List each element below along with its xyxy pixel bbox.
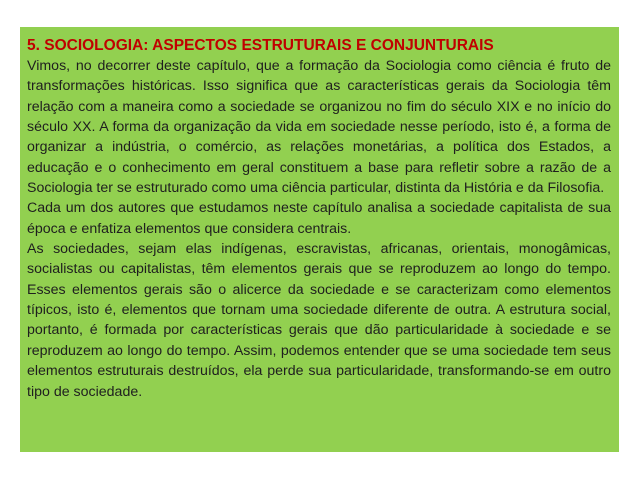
paragraph-3: As sociedades, sejam elas indígenas, escravistas, africanas, orientais, monogâmicas, socialistas ou capitalistas, têm elementos gerais que se reproduzem ao longo do tempo. Esses elementos gerais são o alicerce da sociedade e se caracterizam como elementos típicos, isto é, elementos que tornam uma sociedade diferente de outra. A estrutura social, portanto, é formada por características gerais que dão particularidade à sociedade e se reproduzem ao longo do tempo. Assim, podemos entender que se uma sociedade tem seus elementos estruturais destruídos, ela perde sua particularidade, transformando-se em outro tipo de sociedade. (27, 241, 611, 400)
slide-body (27, 56, 611, 402)
slide-title: 5. SOCIOLOGIA: ASPECTOS ESTRUTURAIS E CONJUNTURAIS (27, 37, 494, 54)
paragraph-1: Vimos, no decorrer deste capítulo, que a formação da Sociologia como ciência é fruto de transformações históricas. Isso significa que as características gerais da Sociologia têm relação com a maneira como a sociedade se organizou no fim do século XIX e no início do século XX. A forma da organização da vida em sociedade nesse período, isto é, a forma de organizar a indústria, o comércio, as relações monetárias, a política dos Estados, a educação e o conhecimento em geral constituem a base para refletir sobre a razão de a Sociologia ter se estruturado como uma ciência particular, distinta da História e da Filosofia. (27, 58, 611, 197)
paragraph-2: Cada um dos autores que estudamos neste capítulo analisa a sociedade capitalista de sua época e enfatiza elementos que considera centrais. (27, 200, 611, 237)
slide-card (20, 27, 619, 452)
